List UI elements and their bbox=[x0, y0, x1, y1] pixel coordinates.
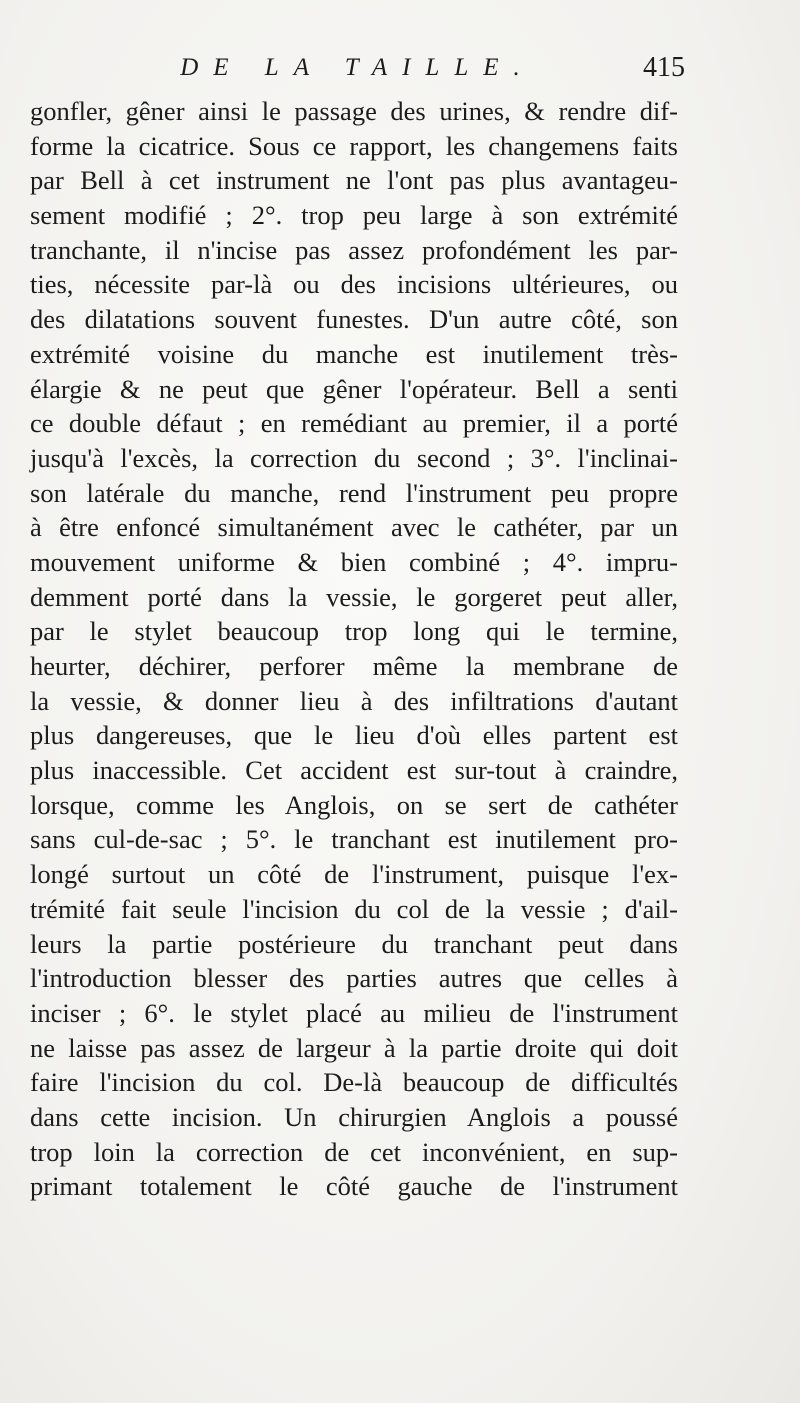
text-line: primant totalement le côté gauche de l'instrument bbox=[30, 1171, 678, 1202]
text-line: trémité fait seule l'incision du col de la vessie ; d'ail- bbox=[30, 893, 678, 924]
text-line: plus inaccessible. Cet accident est sur-tout à craindre, bbox=[30, 755, 678, 786]
text-line: son latérale du manche, rend l'instrument peu propre bbox=[30, 477, 678, 508]
text-line: leurs la partie postérieure du tranchant peut dans bbox=[30, 928, 678, 959]
text-line: ne laisse pas assez de largeur à la partie droite qui doit bbox=[30, 1032, 678, 1063]
text-line: heurter, déchirer, perforer même la membrane de bbox=[30, 651, 678, 681]
text-line: à être enfoncé simultanément avec le cathéter, par un bbox=[30, 512, 678, 543]
text-line: trop loin la correction de cet inconvénient, en sup- bbox=[30, 1136, 678, 1167]
text-line: par Bell à cet instrument ne l'ont pas plus avantageu- bbox=[30, 165, 678, 196]
text-line: la vessie, & donner lieu à des infiltrations d'autant bbox=[30, 685, 678, 716]
text-line: l'introduction blesser des parties autres que celles à bbox=[30, 963, 678, 994]
text-line: jusqu'à l'excès, la correction du second ; 3°. l'inclinai- bbox=[30, 442, 678, 473]
text-line: mouvement uniforme & bien combiné ; 4°. impru- bbox=[30, 546, 678, 577]
text-line: inciser ; 6°. le stylet placé au milieu de l'instrument bbox=[30, 997, 678, 1028]
text-line: gonfler, gêner ainsi le passage des urines, & rendre dif- bbox=[30, 96, 678, 126]
text-line: lorsque, comme les Anglois, on se sert de cathéter bbox=[30, 789, 678, 820]
running-title: DE LA TAILLE. bbox=[180, 54, 535, 81]
text-line: sement modifié ; 2°. trop peu large à son extrémité bbox=[30, 200, 678, 231]
text-line: ties, nécessite par-là ou des incisions ultérieures, ou bbox=[30, 269, 678, 300]
text-line: extrémité voisine du manche est inutilement très- bbox=[30, 338, 678, 369]
running-head bbox=[30, 52, 685, 92]
text-line: dans cette incision. Un chirurgien Anglois a poussé bbox=[30, 1101, 678, 1132]
text-line: élargie & ne peut que gêner l'opérateur. Bell a senti bbox=[30, 373, 678, 404]
text-line: forme la cicatrice. Sous ce rapport, les changemens faits bbox=[30, 130, 678, 161]
body-text bbox=[30, 94, 678, 1204]
text-line: longé surtout un côté de l'instrument, puisque l'ex- bbox=[30, 859, 678, 890]
text-line: par le stylet beaucoup trop long qui le termine, bbox=[30, 616, 678, 647]
text-line: sans cul-de-sac ; 5°. le tranchant est inutilement pro- bbox=[30, 824, 678, 855]
text-line: des dilatations souvent funestes. D'un autre côté, son bbox=[30, 304, 678, 335]
text-line: ce double défaut ; en remédiant au premier, il a porté bbox=[30, 408, 678, 439]
page-number: 415 bbox=[643, 52, 685, 83]
text-line: plus dangereuses, que le lieu d'où elles partent est bbox=[30, 720, 678, 751]
text-line: faire l'incision du col. De-là beaucoup de difficultés bbox=[30, 1067, 678, 1098]
text-line: tranchante, il n'incise pas assez profondément les par- bbox=[30, 234, 678, 265]
text-line: demment porté dans la vessie, le gorgeret peut aller, bbox=[30, 581, 678, 612]
